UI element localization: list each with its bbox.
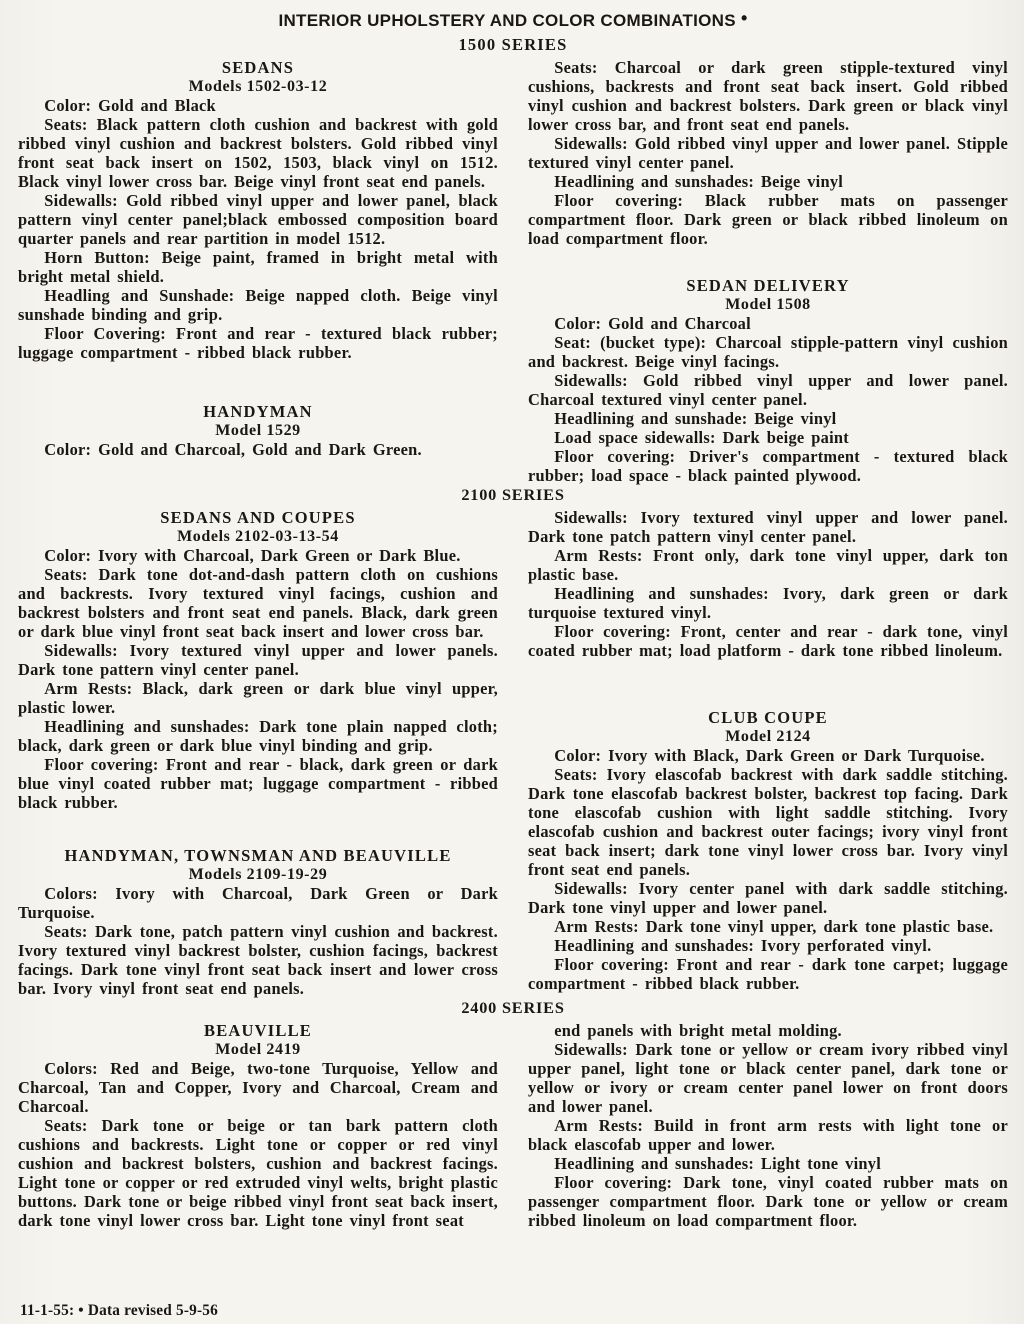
para-floor-covering: Floor covering: Dark tone, vinyl coated rubber mats on passenger compartment floor. Dark tone or yellow or cream ribbed linoleum on load compartment floor. [528,1173,1008,1230]
section-club-coupe [528,708,1008,993]
right-column-2400 [528,1021,1008,1230]
page-title-text: INTERIOR UPHOLSTERY AND COLOR COMBINATIONS [278,11,736,30]
para-seat: Seat: (bucket type): Charcoal stipple-pattern vinyl cushion and backrest. Beige vinyl facings. [528,333,1008,371]
para-color: Color: Gold and Charcoal [554,314,751,333]
right-column-1500 [528,58,1008,485]
para-sidewalls: Sidewalls: Ivory center panel with dark saddle stitching. Dark tone vinyl upper and lower panel. [528,879,1008,917]
section-station-wagons-2400 [528,1021,1008,1230]
section-sedans-and-coupes [18,508,498,812]
band-1500-series [18,58,1008,485]
section-beauville [18,1021,498,1230]
section-sedans [18,58,498,362]
page-title [18,8,1008,31]
section-heading: BEAUVILLE [204,1021,312,1040]
section-heading: SEDANS [221,58,295,77]
para-seats: Seats: Dark tone, patch pattern vinyl cushion and backrest. Ivory textured vinyl backrest bolster, cushion facings, backrest facings. Dark tone vinyl front seat back insert and lower cross bar. Ivory vinyl front seat end panels. [18,922,498,998]
para-sidewalls: Sidewalls: Gold ribbed vinyl upper and lower panel. Stipple textured vinyl center panel. [528,134,1008,172]
series-2400-heading: 2400 SERIES [461,998,565,1017]
para-floor-covering: Floor covering: Front and rear - dark tone carpet; luggage compartment - ribbed black rubber. [528,955,1008,993]
section-gap [18,362,498,402]
para-headlining-sunshades: Headlining and sunshades: Beige vinyl [554,172,844,191]
series-1500-heading: 1500 SERIES [458,35,568,54]
section-model: Models 2109-19-29 [188,866,328,883]
para-arm-rests: Arm Rests: Build in front arm rests with light tone or black elascofab upper and lower. [528,1116,1008,1154]
para-headlining-sunshades: Headlining and sunshades: Ivory, dark green or dark turquoise textured vinyl. [528,584,1008,622]
para-floor-covering: Floor covering: Driver's compartment - textured black rubber; load space - black painted plywood. [528,447,1008,485]
section-gap [18,812,498,846]
para-floor-covering: Floor covering: Front and rear - black, dark green or dark blue vinyl coated rubber mat; luggage compartment - ribbed black rubber. [18,755,498,812]
para-seats: Seats: Charcoal or dark green stipple-textured vinyl cushions, backrests and front seat back insert. Gold ribbed vinyl cushion and backrest bolsters. Dark green or black vinyl lower cross bar, and front seat end panels. [528,58,1008,134]
page-header [18,8,1008,54]
band-2100-series [18,508,1008,998]
section-handyman-townsman-beauville [18,846,498,998]
para-floor-covering: Floor covering: Black rubber mats on passenger compartment floor. Dark green or black ribbed linoleum on load compartment floor. [528,191,1008,248]
right-column-2100 [528,508,1008,998]
para-sidewalls: Sidewalls: Gold ribbed vinyl upper and lower panel, black pattern vinyl center panel;black embossed composition board quarter panels and rear partition in model 1512. [18,191,498,248]
left-column-2400 [18,1021,498,1230]
para-seats: Seats: Black pattern cloth cushion and backrest with gold ribbed vinyl cushion and backrest bolsters. Gold ribbed vinyl front seat back insert on 1502, 1503, black vinyl on 1512. Black vinyl lower cross bar. Beige vinyl front seat end panels. [18,115,498,191]
para-floor-covering: Floor covering: Front, center and rear - dark tone, vinyl coated rubber mat; load platform - dark tone ribbed linoleum. [528,622,1008,660]
para-headlining-sunshades: Headlining and sunshades: Ivory perforated vinyl. [554,936,932,955]
section-model: Model 1508 [725,296,811,313]
section-station-wagons-2100 [528,508,1008,660]
section-station-wagons-1500 [528,58,1008,248]
para-arm-rests: Arm Rests: Dark tone vinyl upper, dark tone plastic base. [554,917,994,936]
para-horn-button: Horn Button: Beige paint, framed in bright metal with bright metal shield. [18,248,498,286]
para-headling-sunshade: Headling and Sunshade: Beige napped cloth. Beige vinyl sunshade binding and grip. [18,286,498,324]
para-sidewalls: Sidewalls: Ivory textured vinyl upper and lower panels. Dark tone pattern vinyl center panel. [18,641,498,679]
para-headlining-sunshade: Headlining and sunshade: Beige vinyl [554,409,837,428]
section-model: Model 2419 [215,1041,301,1058]
para-headlining-sunshades: Headlining and sunshades: Dark tone plain napped cloth; black, dark green or dark blue vinyl binding and grip. [18,717,498,755]
title-bullet-mark: • [740,8,748,28]
para-sidewalls: Sidewalls: Dark tone or yellow or cream ivory ribbed vinyl upper panel, light tone or black center panel, dark tone or yellow or ivory or cream center panel lower on front doors and lower panel. [528,1040,1008,1116]
para-color: Color: Ivory with Black, Dark Green or Dark Turquoise. [554,746,985,765]
left-column-1500 [18,58,498,485]
section-heading: SEDAN DELIVERY [686,276,850,295]
para-headlining-sunshades: Headlining and sunshades: Light tone vinyl [554,1154,882,1173]
para-seats: Seats: Dark tone or beige or tan bark pattern cloth cushions and backrests. Light tone or copper or red vinyl cushion and backrest bolsters, cushion and backrest facings. Light tone or copper or red extruded vinyl welts, bright plastic buttons. Dark tone or beige ribbed vinyl front seat back insert, dark tone vinyl lower cross bar. Light tone vinyl front seat [18,1116,498,1230]
section-heading: HANDYMAN [203,402,313,421]
para-color: Color: Ivory with Charcoal, Dark Green or Dark Blue. [44,546,461,565]
section-model: Model 1529 [215,422,301,439]
para-seats: Seats: Dark tone dot-and-dash pattern cloth on cushions and backrests. Ivory textured vinyl facings, cushion and backrest bolsters and front seat end panels. Black, dark green or dark blue vinyl front seat back insert and lower cross bar. [18,565,498,641]
para-colors: Colors: Red and Beige, two-tone Turquoise, Yellow and Charcoal, Tan and Copper, Ivory and Charcoal, Cream and Charcoal. [18,1059,498,1116]
section-heading: CLUB COUPE [708,708,828,727]
para-seats: Seats: Ivory elascofab backrest with dark saddle stitching. Dark tone elascofab backrest bolster, backrest top facing. Dark tone elascofab cushion with light saddle stitching. Ivory elascofab cushion and backrest outer facings; ivory vinyl front seat back insert; dark tone vinyl lower cross bar. Ivory vinyl front seat end panels. [528,765,1008,879]
para-sidewalls: Sidewalls: Ivory textured vinyl upper and lower panel. Dark tone patch pattern vinyl center panel. [528,508,1008,546]
para-seats-continuation: end panels with bright metal molding. [554,1021,842,1040]
left-column-2100 [18,508,498,998]
section-model: Models 2102-03-13-54 [177,528,339,545]
section-handyman [18,402,498,459]
para-colors: Colors: Ivory with Charcoal, Dark Green or Dark Turquoise. [18,884,498,922]
para-sidewalls: Sidewalls: Gold ribbed vinyl upper and lower panel. Charcoal textured vinyl center panel. [528,371,1008,409]
section-sedan-delivery [528,276,1008,485]
section-model: Models 1502-03-12 [188,78,328,95]
para-color: Color: Gold and Black [44,96,216,115]
para-floor-covering: Floor Covering: Front and rear - textured black rubber; luggage compartment - ribbed black rubber. [18,324,498,362]
section-gap [528,660,1008,708]
para-color: Color: Gold and Charcoal, Gold and Dark Green. [44,440,422,459]
section-model: Model 2124 [725,728,811,745]
para-arm-rests: Arm Rests: Black, dark green or dark blue vinyl upper, plastic lower. [18,679,498,717]
section-gap [528,248,1008,276]
footer-revision-note: 11-1-55: • Data revised 5-9-56 [20,1302,219,1319]
section-heading: HANDYMAN, TOWNSMAN AND BEAUVILLE [64,846,452,865]
para-arm-rests: Arm Rests: Front only, dark tone vinyl upper, dark ton plastic base. [528,546,1008,584]
band-2400-series [18,1021,1008,1230]
para-load-space-sidewalls: Load space sidewalls: Dark beige paint [554,428,849,447]
section-heading: SEDANS AND COUPES [160,508,356,527]
series-2100-heading: 2100 SERIES [461,485,565,504]
